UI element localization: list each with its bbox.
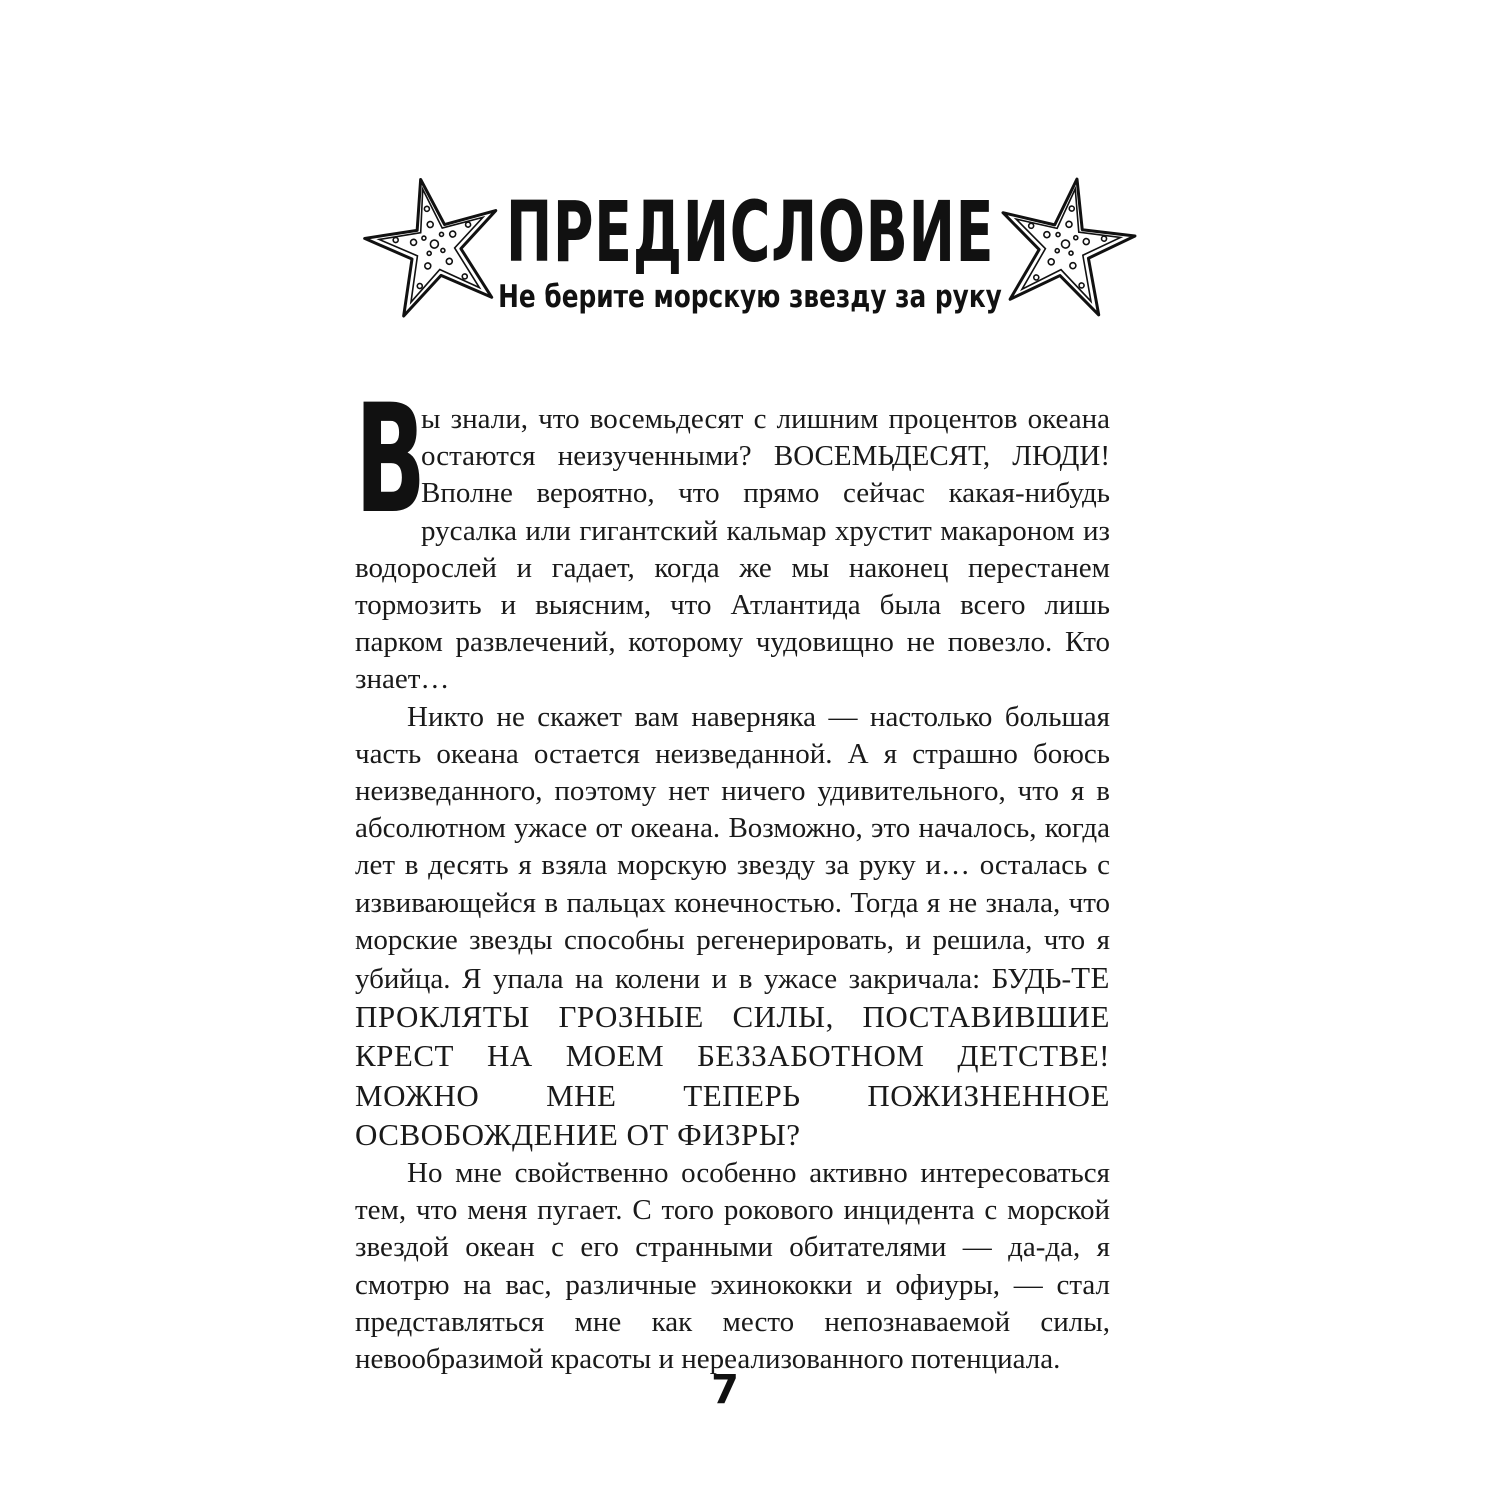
paragraph-text: Никто не скажет вам наверняка — настолько большая часть океана остается неизведанной. А я страшно боюсь неизведанного, поэтому нет ничего удивительного, что я в абсолютном ужасе от океана. Возможно, это началось, когда лет в десять я взяла морскую звезду за руку и… осталась с извивающейся в пальцах конечностью. Тогда я не знала, что морские звезды способны регенерировать, и решила, что я убийца. Я упала на колени и в ужасе закричала: БУДЬ- [355,700,1110,996]
paragraph [355,1155,1110,1378]
paragraph [355,699,1110,1155]
chapter-subtitle: Не берите морскую звезду за руку [498,279,1002,315]
paragraph [355,373,1110,699]
paragraph-caps-text: ТЕ ПРОКЛЯТЫ ГРОЗНЫЕ СИЛЫ, ПОСТАВИВШИЕ КРЕСТ НА МОЕМ БЕЗЗАБОТНОМ ДЕТСТВЕ! МОЖНО МНЕ ТЕПЕРЬ ПОЖИЗНЕННОЕ ОСВОБОЖДЕНИЕ ОТ ФИЗРЫ? [355,960,1110,1152]
drop-cap: В [355,373,426,547]
paragraph-text: Но мне свойственно особенно активно интересоваться тем, что меня пугает. С того рокового инцидента с морской звездой океан с его странными обитателями — да-да, я смотрю на вас, различные эхинококки и офиуры, — стал представляться мне как место непознаваемой силы, невообразимой красоты и нереализованного потенциала. [355,1157,1110,1376]
chapter-title: ПРЕДИСЛОВИЕ [505,183,995,281]
page-number: 7 [711,1367,739,1413]
paragraph-text: ы знали, что восемьдесят с лишним процентов океана остаются неизученными? ВОСЕМЬДЕСЯТ, ЛЮДИ! Вполне вероятно, что прямо сейчас какая-нибудь русалка или гигантский кальмар хрустит макароном из водорослей и гадает, когда же мы наконец перестанем тормозить и выясним, что Атлантида была всего лишь парком развлечений, которому чудовищно не повезло. Кто знает… [355,403,1110,696]
body-text [355,373,1110,1378]
